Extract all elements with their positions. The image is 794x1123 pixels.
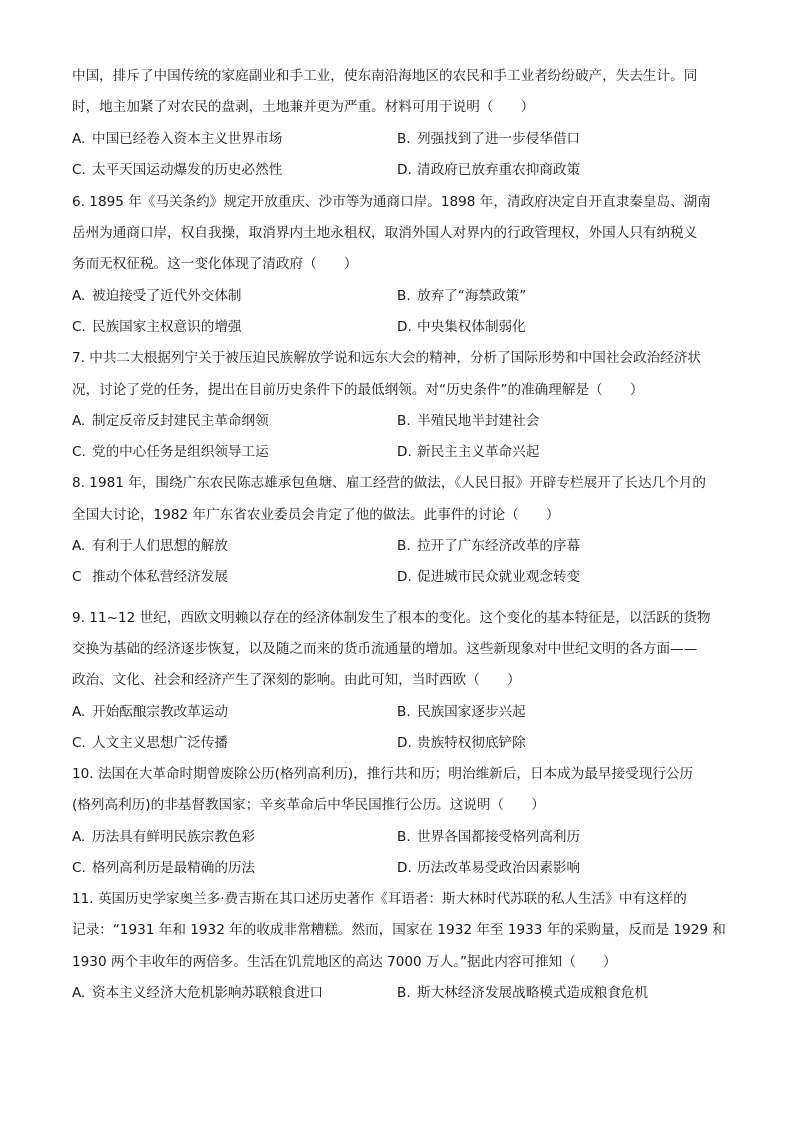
q10-option-b: B. 世界各国都接受格列高利历 [397,829,581,845]
q6-line-1: 6. 1895 年《马关条约》规定开放重庆、沙市等为通商口岸。1898 年，清政府决定自开直隶秦皇岛、湖南 [72,194,711,210]
q11-line-3: 1930 两个丰收年的两倍多。生活在饥荒地区的高达 7000 万人。”据此内容可推知（ ） [72,954,617,970]
q10-option-d: D. 历法改革易受政治因素影响 [397,860,581,876]
q8-line-1: 8. 1981 年，围绕广东农民陈志雄承包鱼塘、雇工经营的做法，《人民日报》开辟专栏展开了长达几个月的 [72,475,706,491]
q6-option-d: D. 中央集权体制弱化 [397,319,526,335]
q6-option-c: C. 民族国家主权意识的增强 [72,319,242,335]
q8-option-c: C 推动个体私营经济发展 [72,569,228,585]
q11-option-a: A. 资本主义经济大危机影响苏联粮食进口 [72,985,324,1001]
q9-option-a: A. 开始酝酿宗教改革运动 [72,704,228,720]
q9-option-b: B. 民族国家逐步兴起 [397,704,526,720]
q8-option-b: B. 拉开了广东经济改革的序幕 [397,538,581,554]
q7-line-2: 况，讨论了党的任务，提出在目前历史条件下的最低纲领。对“历史条件”的准确理解是（ ） [72,382,644,398]
q11-option-b: B. 斯大林经济发展战略模式造成粮食危机 [397,985,649,1001]
q5-option-b: B. 列强找到了进一步侵华借口 [397,131,581,147]
q10-option-a: A. 历法具有鲜明民族宗教色彩 [72,829,256,845]
q7-line-1: 7. 中共二大根据列宁关于被压迫民族解放学说和远东大会的精神，分析了国际形势和中国社会政治经济状 [72,350,702,366]
q6-line-3: 务而无权征税。这一变化体现了清政府（ ） [72,256,358,272]
q7-option-c: C. 党的中心任务是组织领导工运 [72,444,269,460]
q8-line-2: 全国大讨论，1982 年广东省农业委员会肯定了他的做法。此事件的讨论（ ） [72,507,560,523]
q10-option-c: C. 格列高利历是最精确的历法 [72,860,256,876]
q5-option-d: D. 清政府已放弃重农抑商政策 [397,162,581,178]
q8-option-a: A. 有利于人们思想的解放 [72,538,228,554]
q6-option-b: B. 放弃了“海禁政策” [397,288,527,304]
q11-line-2: 记录：“1931 年和 1932 年的收成非常糟糕。然而，国家在 1932 年至 1933 年的采购量，反而是 1929 和 [72,922,726,938]
q7-option-d: D. 新民主主义革命兴起 [397,444,540,460]
q9-option-d: D. 贵族特权彻底铲除 [397,735,526,751]
q6-option-a: A. 被迫接受了近代外交体制 [72,288,242,304]
q9-line-1: 9. 11~12 世纪，西欧文明赖以存在的经济体制发生了根本的变化。这个变化的基本特征是，以活跃的货物 [72,610,711,626]
q9-line-2: 交换为基础的经济逐步恢复，以及随之而来的货币流通量的增加。这些新现象对中世纪文明的各方面—— [72,641,698,657]
q5-line-2: 时，地主加紧了对农民的盘剥，土地兼并更为严重。材料可用于说明（ ） [72,99,535,115]
q8-option-d: D. 促进城市民众就业观念转变 [397,569,581,585]
q7-option-b: B. 半殖民地半封建社会 [397,413,540,429]
q10-line-2: (格列高利历)的非基督教国家；辛亥革命后中华民国推行公历。这说明（ ） [72,797,545,813]
q10-line-1: 10. 法国在大革命时期曾废除公历(格列高利历)，推行共和历；明治维新后，日本成为最早接受现行公历 [72,766,694,782]
q5-line-1: 中国，排斥了中国传统的家庭副业和手工业，使东南沿海地区的农民和手工业者纷纷破产，失去生计。同 [72,68,698,84]
q7-option-a: A. 制定反帝反封建民主革命纲领 [72,413,269,429]
q5-option-c: C. 太平天国运动爆发的历史必然性 [72,162,283,178]
q6-line-2: 岳州为通商口岸，权自我操，取消界内土地永租权，取消外国人对界内的行政管理权，外国人只有纳税义 [72,225,698,241]
q9-option-c: C. 人文主义思想广泛传播 [72,735,228,751]
q9-line-3: 政治、文化、社会和经济产生了深刻的影响。由此可知，当时西欧（ ） [72,672,521,688]
q5-option-a: A. 中国已经卷入资本主义世界市场 [72,131,283,147]
q11-line-1: 11. 英国历史学家奥兰多·费吉斯在其口述历史著作《耳语者：斯大林时代苏联的私人生活》中有这样的 [72,891,687,907]
